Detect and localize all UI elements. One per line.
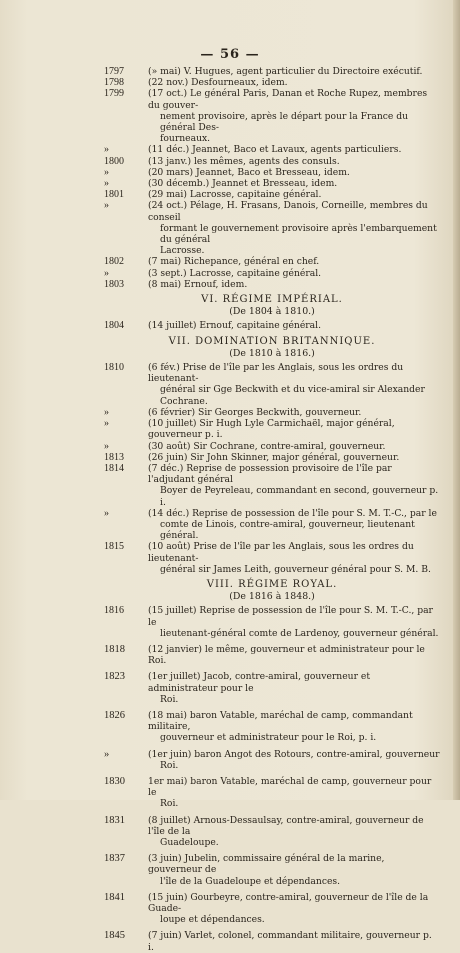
entry-text <box>148 66 440 77</box>
entry-line: (17 oct.) Le général Paris, Danan et Roche Rupez, membres du gouver- <box>148 88 428 111</box>
entry-year: 1818 <box>104 643 125 655</box>
entry-text <box>148 167 440 178</box>
entry-row <box>104 749 440 771</box>
entry-line: (6 fév.) Prise de l'île par les Anglais, sous les ordres du lieutenant- <box>148 362 404 385</box>
entry-year: 1803 <box>104 278 124 290</box>
entry-line: (10 juillet) Sir Hugh Lyle Carmichaël, major général, gouverneur p. i. <box>148 418 395 441</box>
entry-line: (22 nov.) Desfourneaux, idem. <box>148 77 288 89</box>
entry-line: (15 juillet) Reprise de possession de l'île pour S. M. T.-C., par le <box>148 605 433 628</box>
entry-text <box>148 362 440 407</box>
entry-row <box>104 268 440 279</box>
section-heading: VIII. RÉGIME ROYAL. <box>206 578 338 590</box>
entry-line: (15 juin) Gourbeyre, contre-amiral, gouverneur de l'île de la Guade- <box>148 891 429 915</box>
page-content <box>104 66 440 953</box>
entry-row <box>104 279 440 290</box>
entry-continuation: fourneaux. <box>160 133 211 145</box>
entry-text <box>148 452 440 463</box>
entry-text <box>148 671 440 705</box>
entry-year: » <box>104 440 109 452</box>
entry-year: » <box>104 748 110 760</box>
entry-year: » <box>104 166 109 178</box>
entry-year: 1816 <box>104 605 124 617</box>
entry-year: 1830 <box>104 775 125 787</box>
entry-row <box>104 200 440 256</box>
entry-continuation: Boyer de Peyreleau, commandant en second, gouverneur p. i. <box>160 485 439 508</box>
entry-year: 1798 <box>104 77 124 89</box>
entry-text <box>148 178 440 189</box>
entry-line: (8 juillet) Arnous-Dessaulsay, contre-amiral, gouverneur de l'île de la <box>148 814 424 837</box>
entry-line: (12 janvier) le même, gouverneur et administrateur pour le Roi. <box>148 643 425 667</box>
entry-text <box>148 279 440 290</box>
entry-year: » <box>104 406 109 418</box>
entry-line: (8 mai) Ernouf, idem. <box>148 278 248 290</box>
entry-year: 1804 <box>104 320 124 332</box>
entry-continuation: gouverneur et administrateur pour le Roi, p. i. <box>160 732 377 744</box>
entry-row <box>104 66 440 77</box>
section-dates: (De 1804 à 1810.) <box>229 306 315 318</box>
entry-text <box>148 815 440 849</box>
entry-line: (13 janv.) les mêmes, agents des consuls. <box>148 155 340 167</box>
entry-text <box>148 463 440 508</box>
entry-year: 1802 <box>104 256 124 268</box>
entry-row <box>104 452 440 463</box>
entry-text <box>148 144 440 155</box>
entry-year: 1801 <box>104 189 124 201</box>
entry-row <box>104 776 440 810</box>
entry-text <box>148 508 440 542</box>
entry-line: (10 août) Prise de l'île par les Anglais, sous les ordres du lieutenant- <box>148 541 414 564</box>
entry-continuation: Roi. <box>160 693 179 705</box>
entry-year: 1823 <box>104 671 125 683</box>
entry-row <box>104 892 440 926</box>
entry-line: (11 déc.) Jeannet, Baco et Lavaux, agents particuliers. <box>148 144 402 156</box>
entry-text <box>148 256 440 267</box>
entry-text <box>148 776 440 810</box>
entry-line: (7 déc.) Reprise de possession provisoire de l'île par l'adjudant général <box>148 462 392 486</box>
entry-text <box>148 441 440 452</box>
entry-row <box>104 541 440 575</box>
entry-year: 1831 <box>104 814 125 826</box>
entry-line: (6 février) Sir Georges Beckwith, gouverneur. <box>148 406 362 418</box>
entry-row <box>104 320 440 331</box>
entry-continuation: nement provisoire, après le départ pour la France du général Des- <box>160 110 409 134</box>
section-heading: VII. DOMINATION BRITANNIQUE. <box>168 335 376 347</box>
entry-year: 1813 <box>104 451 124 463</box>
entry-text <box>148 644 440 666</box>
entry-text <box>148 156 440 167</box>
page-edge <box>453 0 460 800</box>
entry-text <box>148 77 440 88</box>
entry-row <box>104 508 440 542</box>
entry-year: 1814 <box>104 462 124 474</box>
entry-row <box>104 644 440 666</box>
entry-line: (24 oct.) Pélage, H. Frasans, Danois, Corneille, membres du conseil <box>148 200 428 223</box>
entry-year: 1837 <box>104 853 125 865</box>
entry-text <box>148 418 440 440</box>
entry-row <box>104 144 440 155</box>
entry-line: (3 sept.) Lacrosse, capitaine général. <box>148 267 322 279</box>
section-heading: VI. RÉGIME IMPÉRIAL. <box>201 294 343 306</box>
entry-row <box>104 362 440 407</box>
entry-row <box>104 178 440 189</box>
entry-continuation: général sir Gge Beckwith et du vice-amiral sir Alexander Cochrane. <box>160 384 425 407</box>
page-number: — 56 — <box>200 47 260 62</box>
entry-year: » <box>104 418 109 430</box>
entry-year: » <box>104 144 109 156</box>
section-dates: (De 1810 à 1816.) <box>229 347 315 359</box>
entry-year: » <box>104 507 109 519</box>
entry-row <box>104 189 440 200</box>
entry-line: (30 août) Sir Cochrane, contre-amiral, gouverneur. <box>148 440 386 452</box>
entry-year: 1797 <box>104 66 124 77</box>
entry-text <box>148 710 440 744</box>
entry-text <box>148 189 440 200</box>
entry-line: (14 juillet) Ernouf, capitaine général. <box>148 320 322 332</box>
entry-continuation: comte de Linois, contre-amiral, gouverneur, lieutenant général. <box>160 518 415 542</box>
entry-text <box>148 853 440 887</box>
entry-text <box>148 320 440 331</box>
entry-continuation: Roi. <box>160 759 179 771</box>
entry-year: 1841 <box>104 891 125 903</box>
entry-year: 1800 <box>104 155 124 167</box>
entry-year: 1845 <box>104 930 125 942</box>
entry-row <box>104 418 440 440</box>
entry-line: (18 mai) baron Vatable, maréchal de camp, commandant militaire, <box>148 709 413 733</box>
entry-continuation: l'île de la Guadeloupe et dépendances. <box>160 875 341 887</box>
entry-text <box>148 892 440 926</box>
entry-year: » <box>104 178 109 190</box>
entry-row <box>104 853 440 887</box>
entry-continuation: lieutenant-général comte de Lardenoy, gouverneur général. <box>160 627 439 639</box>
entry-line: (26 juin) Sir John Skinner, major général, gouverneur. <box>148 451 400 463</box>
entry-row <box>104 710 440 744</box>
entry-line: (3 juin) Jubelin, commissaire général de la marine, gouverneur de <box>148 853 385 876</box>
entry-line: (7 mai) Richepance, général en chef. <box>148 256 320 268</box>
entry-line: 1er mai) baron Vatable, maréchal de camp, gouverneur pour le <box>148 775 432 799</box>
entry-row <box>104 77 440 88</box>
entry-row <box>104 407 440 418</box>
entry-continuation: Roi. <box>160 798 179 810</box>
entry-row <box>104 88 440 144</box>
entry-row <box>104 463 440 508</box>
entry-row <box>104 815 440 849</box>
entry-year: 1815 <box>104 541 124 553</box>
entry-continuation: général sir James Leith, gouverneur général pour S. M. B. <box>160 563 431 575</box>
entry-text <box>148 605 440 639</box>
entry-year: » <box>104 200 109 212</box>
entry-text <box>148 541 440 575</box>
entry-text <box>148 200 440 256</box>
entry-row <box>104 605 440 639</box>
entry-continuation: formant le gouvernement provisoire après l'embarquement du général <box>160 222 437 246</box>
entry-row <box>104 441 440 452</box>
entry-line: (30 décemb.) Jeannet et Bresseau, idem. <box>148 178 338 190</box>
entry-line: (20 mars) Jeannet, Baco et Bresseau, idem. <box>148 166 350 178</box>
entry-year: 1799 <box>104 88 124 100</box>
entry-row <box>104 167 440 178</box>
entry-text <box>148 749 440 771</box>
entry-row <box>104 671 440 705</box>
entry-line: (» mai) V. Hugues, agent particulier du Directoire exécutif. <box>148 66 423 77</box>
entry-text <box>148 88 440 144</box>
entry-row <box>104 156 440 167</box>
entry-text <box>148 930 440 952</box>
entry-continuation: Lacrosse. <box>160 245 205 257</box>
entry-continuation: loupe et dépendances. <box>160 914 265 926</box>
entry-line: (7 juin) Varlet, colonel, commandant militaire, gouverneur p. i. <box>148 930 432 953</box>
entry-row <box>104 930 440 952</box>
section-dates: (De 1816 à 1848.) <box>229 591 315 603</box>
entry-year: 1810 <box>104 362 124 374</box>
entry-year: 1826 <box>104 709 125 721</box>
entry-year: » <box>104 267 109 279</box>
entry-line: (14 déc.) Reprise de possession de l'île pour S. M. T.-C., par le <box>148 507 437 519</box>
entry-continuation: Guadeloupe. <box>160 837 219 848</box>
entry-line: (1er juin) baron Angot des Rotours, contre-amiral, gouverneur <box>148 748 440 760</box>
entry-row <box>104 256 440 267</box>
entry-text <box>148 407 440 418</box>
entry-line: (29 mai) Lacrosse, capitaine général. <box>148 189 322 201</box>
entry-text <box>148 268 440 279</box>
entry-line: (1er juillet) Jacob, contre-amiral, gouverneur et administrateur pour le <box>148 671 371 694</box>
